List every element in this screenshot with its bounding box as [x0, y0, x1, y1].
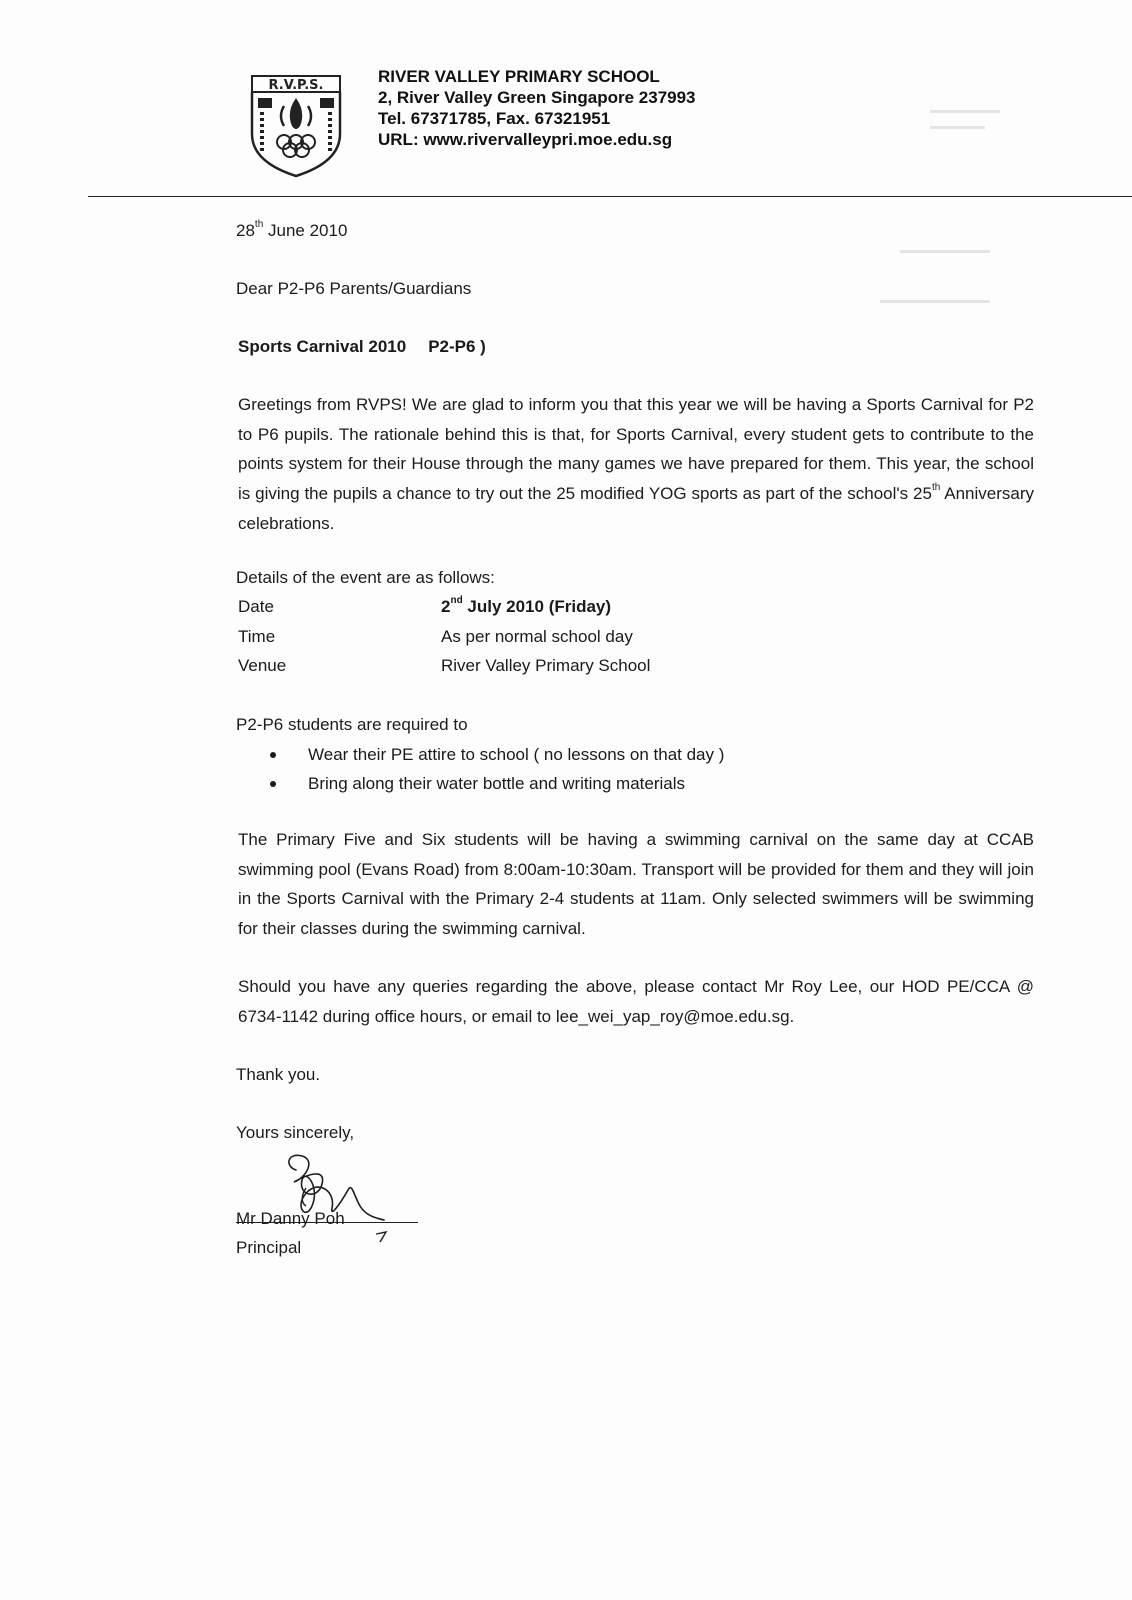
school-phone-fax: Tel. 67371785, Fax. 67321951	[378, 109, 611, 128]
date-day-suffix: th	[254, 219, 264, 231]
thanks-line: Thank you.	[236, 1065, 321, 1084]
requirements-heading: P2-P6 students are required to	[236, 715, 468, 734]
details-heading: Details of the event are as follows:	[236, 568, 495, 587]
intro-paragraph	[238, 390, 1034, 539]
event-date-day: 2	[441, 597, 451, 616]
bleed-through-mark	[900, 250, 990, 253]
requirement-text: Bring along their water bottle and writing materials	[308, 774, 686, 793]
subject-line	[238, 337, 508, 357]
signatory-title: Principal	[236, 1238, 302, 1257]
signoff-line: Yours sincerely,	[236, 1123, 355, 1142]
school-url[interactable]: URL: www.rivervalleypri.moe.edu.sg	[378, 130, 673, 149]
intro-text-end: Anniversary celebrations.	[238, 484, 1035, 533]
details-date-value	[441, 592, 611, 622]
event-date-suffix: nd	[450, 595, 463, 607]
school-name: RIVER VALLEY PRIMARY SCHOOL	[378, 67, 660, 86]
bleed-through-mark	[880, 300, 990, 303]
details-venue-label: Venue	[238, 656, 287, 675]
letterhead	[378, 66, 696, 150]
requirement-text: Wear their PE attire to school ( no lessons on that day )	[308, 745, 725, 764]
details-time-value: As per normal school day	[441, 627, 633, 646]
swimming-paragraph: The Primary Five and Six students will be having a swimming carnival on the same day at CCAB swimming pool (Evans Road) from 8:00am-10:30am. Transport will be provided for them and they will join in the Sports Carnival with the Primary 2-4 students at 11am. Only selected swimmers will be swimming for their classes during the swimming carnival.	[238, 830, 1034, 939]
intro-text: Greetings from RVPS! We are glad to inform you that this year we will be having a Sports Carnival for P2 to P6 pupils. The rationale behind this is that, for Sports Carnival, every student gets to contribute to the points system for their House through the many games we have prepared for them. This year, the school is giving the pupils a chance to try out the 25 modified YOG sports as part of the school's 25	[238, 395, 1034, 504]
details-time-label: Time	[238, 627, 276, 646]
intro-sup: th	[931, 482, 941, 494]
letterhead-divider	[88, 196, 1132, 197]
contact-paragraph: Should you have any queries regarding the above, please contact Mr Roy Lee, our HOD PE/CCA @ 6734-1142 during office hours, or email to lee_wei_yap_roy@moe.edu.sg.	[238, 977, 1034, 1026]
school-crest-logo	[248, 72, 344, 180]
bullet-icon	[270, 752, 276, 758]
subject-title: Sports Carnival 2010	[238, 337, 407, 356]
details-venue-value: River Valley Primary School	[441, 656, 651, 675]
bleed-through-mark	[930, 110, 1000, 113]
bleed-through-mark	[930, 126, 985, 129]
bullet-icon	[270, 781, 276, 787]
salutation: Dear P2-P6 Parents/Guardians	[236, 279, 472, 298]
school-address: 2, River Valley Green Singapore 237993	[378, 88, 696, 107]
letter-date	[236, 216, 347, 246]
date-rest: June 2010	[263, 221, 348, 240]
details-date-label: Date	[238, 597, 274, 616]
signatory-name: Mr Danny Poh	[236, 1209, 345, 1228]
subject-audience: P2-P6 )	[428, 337, 486, 356]
date-day: 28	[236, 221, 255, 240]
svg-text:R.V.P.S.: R.V.P.S.	[268, 78, 324, 93]
event-date-rest: July 2010 (Friday)	[462, 597, 612, 616]
